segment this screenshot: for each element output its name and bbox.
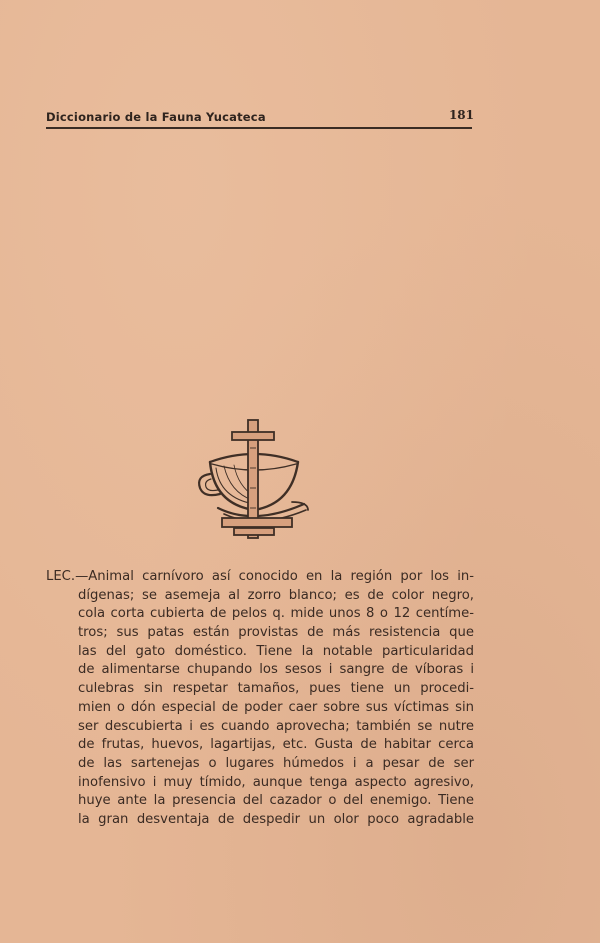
entry-line: culebras sin respetar tamaños, pues tiene un procedi- [78, 681, 474, 697]
entry-line: tros; sus patas están provistas de más resistencia que [78, 625, 474, 641]
entry-line: las del gato doméstico. Tiene la notable particularidad [78, 643, 474, 659]
page-number: 181 [448, 108, 474, 122]
running-header [46, 106, 474, 126]
header-title: Diccionario de la Fauna Yucateca [46, 110, 266, 124]
entry-line: de frutas, huevos, lagartijas, etc. Gusta de habitar cerca [78, 737, 474, 753]
entry-line: mien o dón especial de poder caer sobre sus víctimas sin [78, 699, 474, 715]
entry-line: la gran desventaja de despedir un olor poco agradable [78, 811, 474, 827]
entry-line: cola corta cubierta de pelos q. mide unos 8 o 12 centíme- [78, 606, 474, 622]
entry-line: huye ante la presencia del cazador o del enemigo. Tiene [78, 793, 474, 809]
entry-line: de las sartenejas o lugares húmedos i a pesar de ser [78, 755, 474, 771]
entry-line: dígenas; se asemeja al zorro blanco; es de color negro, [78, 587, 474, 603]
cup-with-cross-ornament-icon [194, 418, 314, 546]
entry-line: LEC.—Animal carnívoro así conocido en la región por los in- [46, 569, 474, 584]
entry-line: ser descubierta i es cuando aprovecha; también se nutre [78, 718, 474, 734]
header-rule [46, 127, 472, 129]
entry-line: inofensivo i muy tímido, aunque tenga aspecto agresivo, [78, 774, 474, 790]
dictionary-entry [46, 568, 474, 830]
entry-line: de alimentarse chupando los sesos i sangre de víboras i [78, 662, 474, 678]
